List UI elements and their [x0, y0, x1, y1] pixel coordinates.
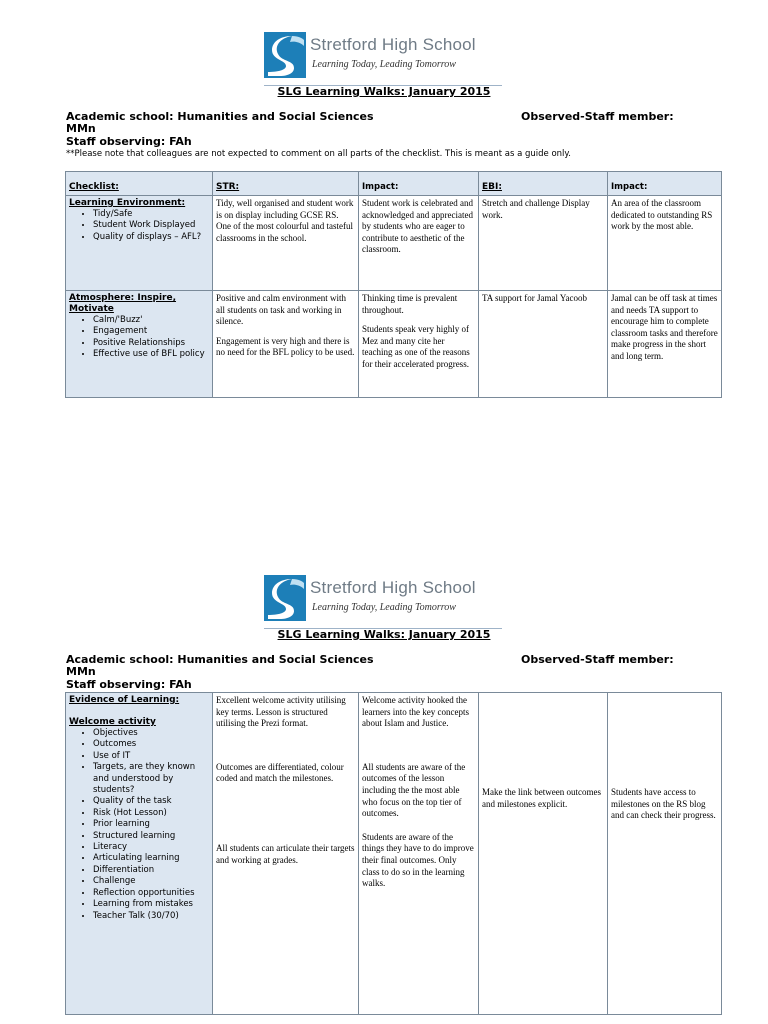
list-item: • Reflection opportunities [93, 888, 209, 899]
list-item: • Quality of displays – AFL? [93, 232, 209, 243]
page-title: SLG Learning Walks: January 2015 [277, 628, 491, 641]
row-subheading: Welcome activity [69, 717, 156, 727]
evidence-table [65, 692, 722, 1015]
list-item: • Engagement [93, 326, 209, 337]
str-cell: Positive and calm environment with all students on task and working in silence. Engagement is very high and there is no need for the BFL policy to be used. [213, 291, 359, 398]
list-item: • Outcomes [93, 739, 209, 750]
row-heading: Learning Environment: [69, 198, 186, 208]
checklist-cell [66, 196, 213, 291]
header-ebi: EBI: [479, 172, 608, 196]
list-item: • Use of IT [93, 751, 209, 762]
bullet-list [69, 728, 209, 922]
school-crest-icon [264, 32, 306, 78]
page-title: SLG Learning Walks: January 2015 [277, 85, 491, 98]
impact2-cell: Jamal can be off task at times and needs TA support to encourage him to complete classroom tasks and therefore make progress in the short and long term. [608, 291, 722, 398]
list-item: • Calm/'Buzz' [93, 315, 209, 326]
list-item: • Teacher Talk (30/70) [93, 911, 209, 922]
school-logo [264, 32, 476, 78]
impact2-cell: An area of the classroom dedicated to outstanding RS work by the most able. [608, 196, 722, 291]
observed-value: MMn [66, 665, 96, 678]
list-item: • Risk (Hot Lesson) [93, 808, 209, 819]
list-item: • Objectives [93, 728, 209, 739]
table-row [66, 196, 722, 291]
observed-label: Observed-Staff member: [521, 653, 674, 666]
table-header-row [66, 172, 722, 196]
header-impact: Impact: [359, 172, 479, 196]
checklist-cell [66, 693, 213, 1015]
impact-cell: Thinking time is prevalent throughout. Students speak very highly of Mez and many cite her teaching as one of the reasons for their accelerated progress. [359, 291, 479, 398]
list-item: • Differentiation [93, 865, 209, 876]
impact2-cell: Students have access to milestones on the RS blog and can check their progress. [608, 693, 722, 1015]
guidance-note: **Please note that colleagues are not expected to comment on all parts of the checklist. This is meant as a guide only. [66, 149, 571, 159]
ebi-cell: Make the link between outcomes and milestones explicit. [479, 693, 608, 1015]
list-item: • Literacy [93, 842, 209, 853]
impact-cell: Welcome activity hooked the learners into the key concepts about Islam and Justice. All students are aware of the outcomes of the lesson including the the most able who focus on the top tier of outcomes. Students are aware of the things they have to do improve their final outcomes. Only class to do so in the learning walks. [359, 693, 479, 1015]
staff-observing: Staff observing: FAh [66, 678, 192, 691]
str-cell: Tidy, well organised and student work is on display including GCSE RS. One of the most colourful and tasteful classrooms in the school. [213, 196, 359, 291]
row-heading: Atmosphere: Inspire, Motivate [69, 293, 177, 314]
row-heading: Evidence of Learning: [69, 695, 180, 705]
checklist-cell [66, 291, 213, 398]
academic-school: Academic school: Humanities and Social Sciences [66, 110, 374, 123]
impact-cell: Student work is celebrated and acknowledged and appreciated by students who are eager to contribute to aesthetic of the classroom. [359, 196, 479, 291]
school-name: Stretford High School [310, 578, 476, 597]
ebi-cell: Stretch and challenge Display work. [479, 196, 608, 291]
header-str: STR: [213, 172, 359, 196]
staff-observing: Staff observing: FAh [66, 135, 192, 148]
table-row [66, 693, 722, 1015]
list-item: • Targets, are they known and understood by students? [93, 762, 209, 796]
school-tagline: Learning Today, Leading Tomorrow [312, 602, 456, 613]
list-item: • Effective use of BFL policy [93, 349, 209, 360]
school-tagline: Learning Today, Leading Tomorrow [312, 59, 456, 70]
school-logo [264, 575, 476, 621]
academic-school: Academic school: Humanities and Social Sciences [66, 653, 374, 666]
table-row [66, 291, 722, 398]
list-item: • Structured learning [93, 831, 209, 842]
checklist-table [65, 171, 722, 398]
list-item: • Student Work Displayed [93, 220, 209, 231]
observed-label: Observed-Staff member: [521, 110, 674, 123]
list-item: • Learning from mistakes [93, 899, 209, 910]
list-item: • Tidy/Safe [93, 209, 209, 220]
observed-value: MMn [66, 122, 96, 135]
header-impact-2: Impact: [608, 172, 722, 196]
list-item: • Positive Relationships [93, 338, 209, 349]
list-item: • Articulating learning [93, 853, 209, 864]
str-cell: Excellent welcome activity utilising key terms. Lesson is structured utilising the Prezi format. Outcomes are differentiated, colour coded and match the milestones. All students can articulate their targets and working at grades. [213, 693, 359, 1015]
bullet-list [69, 315, 209, 361]
bullet-list [69, 209, 209, 243]
header-checklist: Checklist: [66, 172, 213, 196]
list-item: • Quality of the task [93, 796, 209, 807]
school-name: Stretford High School [310, 35, 476, 54]
ebi-cell: TA support for Jamal Yacoob [479, 291, 608, 398]
school-crest-icon [264, 575, 306, 621]
list-item: • Prior learning [93, 819, 209, 830]
list-item: • Challenge [93, 876, 209, 887]
